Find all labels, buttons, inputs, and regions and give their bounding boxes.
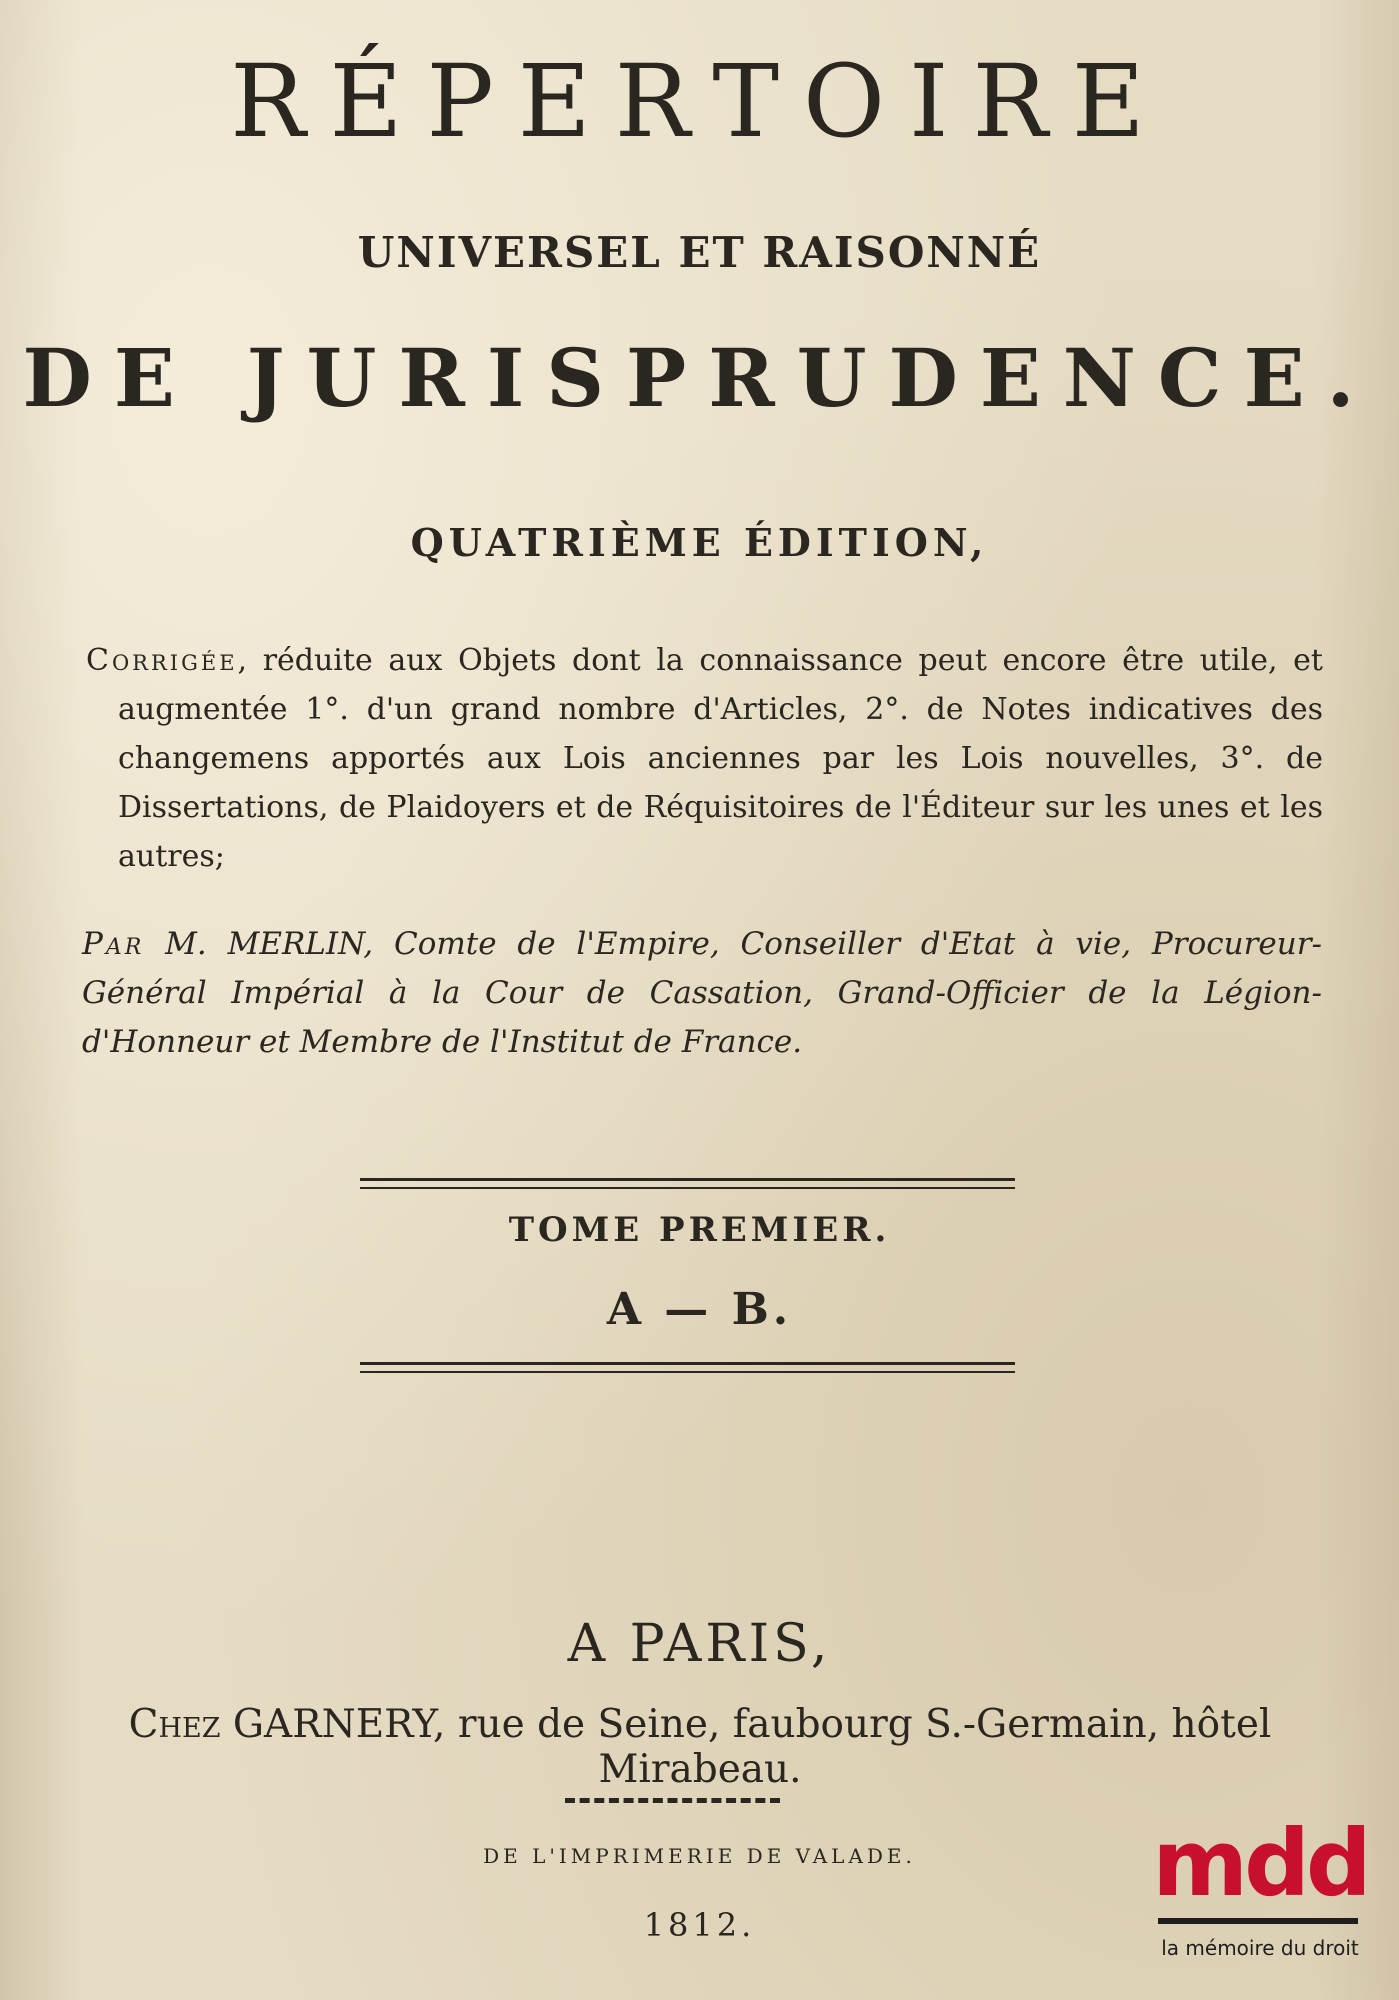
author-lead: Par: [82, 926, 145, 962]
logo-mark: mdd: [1152, 1810, 1368, 1917]
publisher-line: [55, 1702, 1345, 1792]
description-paragraph: [86, 636, 1323, 881]
author-paragraph: [82, 920, 1322, 1067]
bottom-double-rule: [360, 1362, 1015, 1373]
logo-caption: la mémoire du droit: [1161, 1936, 1359, 1960]
mdd-logo: [1150, 1810, 1370, 1978]
logo-underline: [1158, 1918, 1358, 1924]
edition-line: QUATRIÈME ÉDITION,: [410, 520, 989, 565]
description-lead: Corrigée: [86, 643, 238, 678]
description-text: , réduite aux Objets dont la connaissance peut encore être utile, et augmentée 1°. d'un grand nombre d'Articles, 2°. de Notes indicatives des changemens apportés aux Lois anciennes par les Lois nouvelles, 3°. de Dissertations, de Plaidoyers et de Réquisitoires de l'Éditeur sur les unes et les autres;: [118, 643, 1323, 874]
publisher-text: GARNERY, rue de Seine, faubourg S.-Germain, hôtel Mirabeau.: [220, 1702, 1272, 1792]
tome-label: TOME PREMIER.: [508, 1210, 891, 1250]
author-text: M. MERLIN, Comte de l'Empire, Conseiller d'Etat à vie, Procureur-Général Impérial à la Cour de Cassation, Grand-Officier de la Légion-d'Honneur et Membre de l'Institut de France.: [82, 926, 1322, 1060]
ornamental-rule: [565, 1798, 780, 1803]
printer-line: DE L'IMPRIMERIE DE VALADE.: [483, 1844, 916, 1868]
year-line: 1812.: [643, 1906, 756, 1944]
book-title: RÉPERTOIRE: [230, 43, 1169, 160]
top-double-rule: [360, 1178, 1015, 1189]
subtitle-jurisprudence: DE JURISPRUDENCE.: [22, 331, 1377, 425]
city-line: A PARIS,: [567, 1614, 832, 1674]
publisher-lead: Chez: [128, 1702, 221, 1747]
volume-range: A — B.: [606, 1284, 793, 1335]
subtitle-universel: UNIVERSEL ET RAISONNÉ: [357, 228, 1042, 277]
